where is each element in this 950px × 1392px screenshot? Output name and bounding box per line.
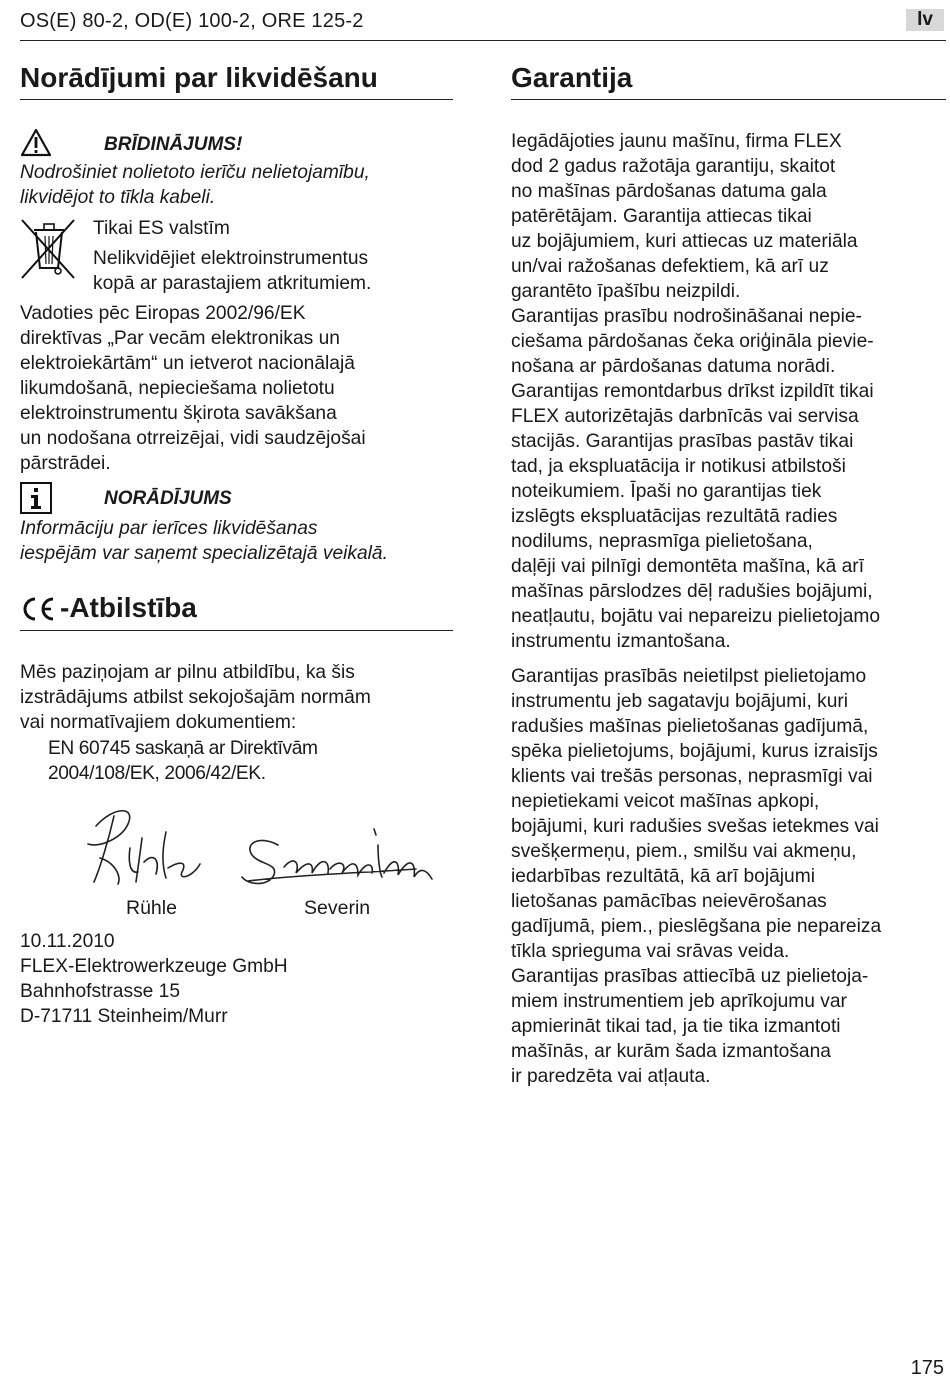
warranty-line: stacijās. Garantijas prasības pastāv tikai — [511, 431, 854, 452]
ce-mark-icon — [20, 596, 56, 627]
warranty-line: neatļautu, bojātu vai nepareizu pielietojamo — [511, 606, 881, 627]
signature-ruhle — [74, 802, 214, 897]
note-title: NORĀDĪJUMS — [104, 488, 232, 509]
warning-text — [20, 160, 370, 210]
warranty-line: Iegādājoties jaunu mašīnu, firma FLEX — [511, 131, 842, 152]
note-line: Informāciju par ierīces likvidēšanas — [20, 518, 318, 539]
warranty-line: garantēto īpašību neizpildi. — [511, 281, 741, 302]
page-number: 175 — [910, 1357, 944, 1379]
warranty-line: apmierināt tikai tad, ja tie tika izmantoti — [511, 1016, 841, 1037]
directive-line: un nodošana otrreizējai, vidi saudzējošai — [20, 428, 366, 449]
directive-line: pārstrādei. — [20, 453, 111, 474]
conformity-line: vai normatīvajiem dokumentiem: — [20, 712, 297, 733]
warning-title: BRĪDINĀJUMS! — [104, 134, 243, 155]
address-line: D-71711 Steinheim/Murr — [20, 1006, 228, 1027]
note-line: iespējām var saņemt specializētajā veikalā. — [20, 543, 388, 564]
note-text — [20, 516, 388, 566]
warranty-line: iedarbības rezultātā, kā arī bojājumi — [511, 866, 815, 887]
warranty-line: nošana ar pārdošanas datuma norādi. — [511, 356, 836, 377]
company-address — [20, 954, 288, 1029]
conformity-heading-rule — [20, 630, 453, 631]
warranty-line: FLEX autorizētajās darbnīcās vai servisa — [511, 406, 859, 427]
declaration-date: 10.11.2010 — [20, 931, 115, 952]
conformity-heading: -Atbilstība — [60, 592, 197, 623]
weee-text — [93, 246, 371, 296]
warranty-line: tīkla sprieguma vai srāvas veida. — [511, 941, 790, 962]
language-badge: lv — [906, 9, 944, 31]
warranty-paragraph-2 — [511, 664, 881, 1089]
warranty-line: lietošanas pamācības neievērošanas — [511, 891, 827, 912]
conformity-line: izstrādājums atbilst sekojošajām normām — [20, 687, 371, 708]
warranty-line: Garantijas remontdarbus drīkst izpildīt tikai — [511, 381, 874, 402]
directive-line: elektroinstrumentu šķirota savākšana — [20, 403, 337, 424]
warranty-line: Garantijas prasības attiecībā uz pielietoja- — [511, 966, 869, 987]
warranty-line: instrumentu izmantošana. — [511, 631, 731, 652]
address-line: FLEX-Elektrowerkzeuge GmbH — [20, 956, 288, 977]
warranty-line: dod 2 gadus ražotāja garantiju, skaitot — [511, 156, 836, 177]
warranty-line: nodilums, neprasmīga pielietošana, — [511, 531, 813, 552]
weee-line: Nelikvidējiet elektroinstrumentus — [93, 248, 369, 269]
warranty-line: klients vai trešās personas, neprasmīgi vai — [511, 766, 873, 787]
document-title: OS(E) 80-2, OD(E) 100-2, ORE 125-2 — [20, 10, 364, 32]
warranty-line: tad, ja ekspluatācija ir notikusi atbilstoši — [511, 456, 846, 477]
conformity-paragraph — [20, 660, 371, 735]
disposal-heading: Norādījumi par likvidēšanu — [20, 62, 378, 93]
warranty-heading: Garantija — [511, 62, 633, 93]
warranty-line: daļēji vai pilnīgi demontēta mašīna, kā arī — [511, 556, 865, 577]
warning-line: likvidējot to tīkla kabeli. — [20, 187, 216, 208]
weee-line: kopā ar parastajiem atkritumiem. — [93, 273, 372, 294]
warranty-line: radušies mašīnas pielietošanas gadījumā, — [511, 716, 869, 737]
warranty-line: Garantijas prasībās neietilpst pielietojamo — [511, 666, 867, 687]
disposal-heading-rule — [20, 99, 453, 100]
warranty-line: patērētājam. Garantija attiecas tikai — [511, 206, 812, 227]
standards-text — [48, 736, 318, 786]
directive-line: Vadoties pēc Eiropas 2002/96/EK — [20, 303, 306, 324]
warranty-line: izslēgts ekspluatācijas rezultātā radies — [511, 506, 838, 527]
warranty-heading-rule — [511, 99, 946, 100]
directive-paragraph — [20, 301, 366, 476]
info-icon — [20, 482, 52, 519]
warranty-line: gadījumā, piem., pieslēgšana pie nepareiza — [511, 916, 882, 937]
warranty-line: ir paredzēta vai atļauta. — [511, 1066, 711, 1087]
warranty-line: miem instrumentiem jeb aprīkojumu var — [511, 991, 847, 1012]
address-line: Bahnhofstrasse 15 — [20, 981, 181, 1002]
warranty-line: un/vai ražošanas defektiem, kā arī uz — [511, 256, 829, 277]
directive-line: elektroiekārtām“ un ietverot nacionālajā — [20, 353, 355, 374]
warranty-line: spēka pielietojums, bojājumi, kurus izraisījs — [511, 741, 878, 762]
warranty-line: mašīnas pārslodzes dēļ radušies bojājumi, — [511, 581, 873, 602]
signer1-name: Rühle — [126, 897, 177, 919]
standard-line: EN 60745 saskaņā ar Direktīvām — [48, 738, 318, 759]
warranty-line: uz bojājumiem, kuri attiecas uz materiāla — [511, 231, 858, 252]
warranty-line: nepietiekami veicot mašīnas apkopi, — [511, 791, 820, 812]
warranty-line: Garantijas prasību nodrošināšanai nepie- — [511, 306, 862, 327]
warranty-line: noteikumiem. Īpaši no garantijas tiek — [511, 481, 822, 502]
warning-triangle-icon — [20, 128, 52, 162]
warranty-line: mašīnās, ar kurām šada izmantošana — [511, 1041, 831, 1062]
signature-severin — [238, 815, 438, 900]
conformity-line: Mēs paziņojam ar pilnu atbildību, ka šis — [20, 662, 355, 683]
directive-line: likumdošanā, nepieciešama nolietotu — [20, 378, 335, 399]
standard-line: 2004/108/EK, 2006/42/EK. — [48, 763, 266, 784]
warning-line: Nodrošiniet nolietoto ierīču nelietojamību, — [20, 162, 370, 183]
warranty-paragraph-1 — [511, 129, 880, 654]
eu-only-text: Tikai ES valstīm — [93, 218, 230, 239]
header-rule — [20, 40, 946, 41]
crossed-out-bin-icon — [20, 218, 76, 285]
warranty-line: instrumentu jeb sagatavju bojājumi, kuri — [511, 691, 849, 712]
warranty-line: no mašīnas pārdošanas datuma gala — [511, 181, 827, 202]
warranty-line: bojājumi, kuri radušies svešas ietekmes vai — [511, 816, 879, 837]
directive-line: direktīvas „Par vecām elektronikas un — [20, 328, 340, 349]
warranty-line: ciešama pārdošanas čeka oriģināla pievie- — [511, 331, 874, 352]
signer2-name: Severin — [304, 897, 371, 919]
warranty-line: svešķermeņu, piem., smilšu vai akmeņu, — [511, 841, 857, 862]
